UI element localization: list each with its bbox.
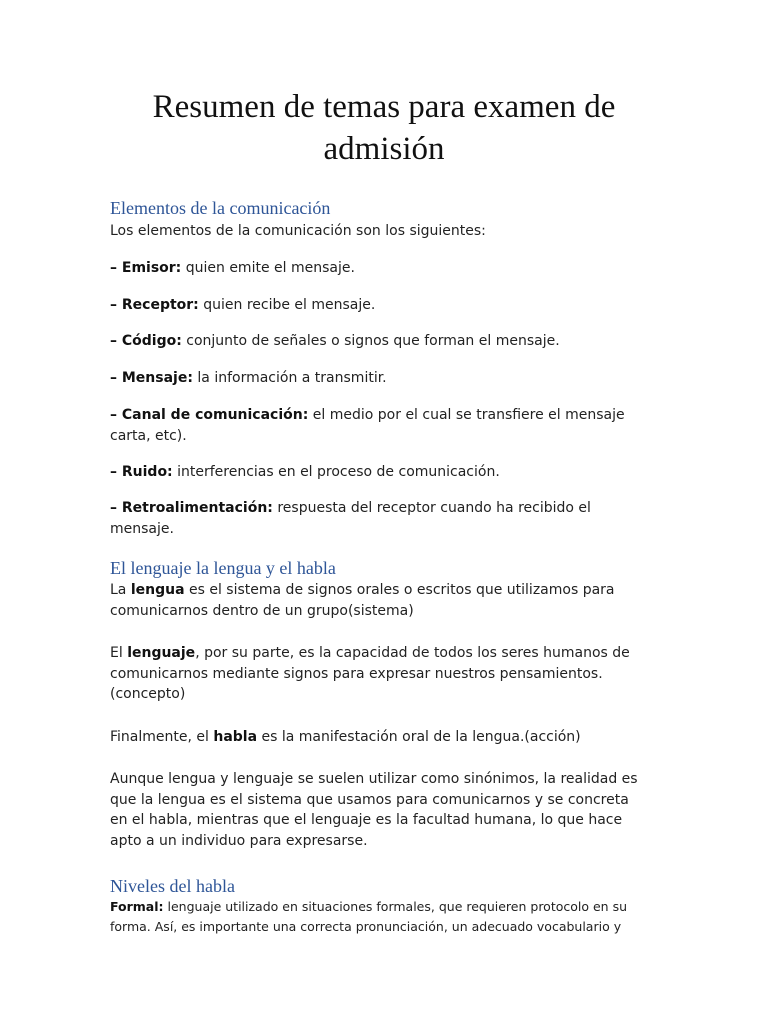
term: lenguaje [127,645,196,661]
text: La [110,582,131,598]
text: es el sistema de signos orales o escritos que utilizamos para [184,582,615,598]
term: habla [213,729,258,745]
definition: el medio por el cual se transfiere el mensaje [308,407,625,423]
paragraph-lengua [110,580,660,621]
definition-cont: carta, etc). [110,427,187,444]
paragraph-formal [110,897,660,937]
term: – Ruido: [110,464,173,480]
list-item-emisor [110,258,660,279]
text: en el habla, mientras que el lenguaje es la facultad humana, lo que hace [110,812,623,828]
text: Finalmente, el [110,729,214,745]
term: – Mensaje: [110,370,193,386]
term: lengua [130,582,185,598]
list-item-codigo [110,331,660,352]
term: Formal: [110,899,164,914]
text: , por su parte, es la capacidad de todos los seres humanos de [195,645,630,661]
section-heading-niveles: Niveles del habla [110,876,235,896]
text: forma. Así, es importante una correcta pronunciación, un adecuado vocabulario y [110,919,622,934]
paragraph-comparacion [110,769,660,851]
definition: conjunto de señales o signos que forman el mensaje. [181,333,560,349]
list-item-receptor [110,295,660,316]
text: comunicarnos dentro de un grupo(sistema) [110,602,414,619]
paragraph-lenguaje [110,643,660,705]
section-heading-lenguaje: El lenguaje la lengua y el habla [110,558,336,578]
definition-cont: mensaje. [110,520,174,537]
term: – Retroalimentación: [110,500,273,516]
section-heading-elementos: Elementos de la comunicación [110,198,331,218]
term: – Código: [110,333,182,349]
definition: respuesta del receptor cuando ha recibido el [272,500,591,516]
title-line-2: admisión [323,131,445,167]
list-item-retroalimentacion [110,498,660,539]
list-item-mensaje [110,368,660,389]
definition: interferencias en el proceso de comunicación. [172,464,500,480]
text: comunicarnos mediante signos para expresar nuestros pensamientos. [110,665,603,682]
list-item-canal [110,405,660,446]
text: es la manifestación oral de la lengua.(acción) [257,729,581,745]
term: – Canal de comunicación: [110,407,309,423]
text: El [110,645,128,661]
paragraph-habla [110,727,660,748]
definition: quien recibe el mensaje. [198,297,376,313]
text: que la lengua es el sistema que usamos para comunicarnos y se concreta [110,791,629,808]
text: apto a un individuo para expresarse. [110,832,368,849]
definition: quien emite el mensaje. [181,260,355,276]
term: – Receptor: [110,297,199,313]
definition: la información a transmitir. [192,370,387,386]
title-line-1: Resumen de temas para examen de [152,89,616,125]
list-item-ruido [110,462,660,483]
text: (concepto) [110,686,186,702]
section-intro: Los elementos de la comunicación son los siguientes: [110,223,486,239]
term: – Emisor: [110,260,182,276]
text: lenguaje utilizado en situaciones formales, que requieren protocolo en su [163,899,628,914]
document-title [100,86,668,170]
text: Aunque lengua y lenguaje se suelen utilizar como sinónimos, la realidad es [110,771,638,787]
